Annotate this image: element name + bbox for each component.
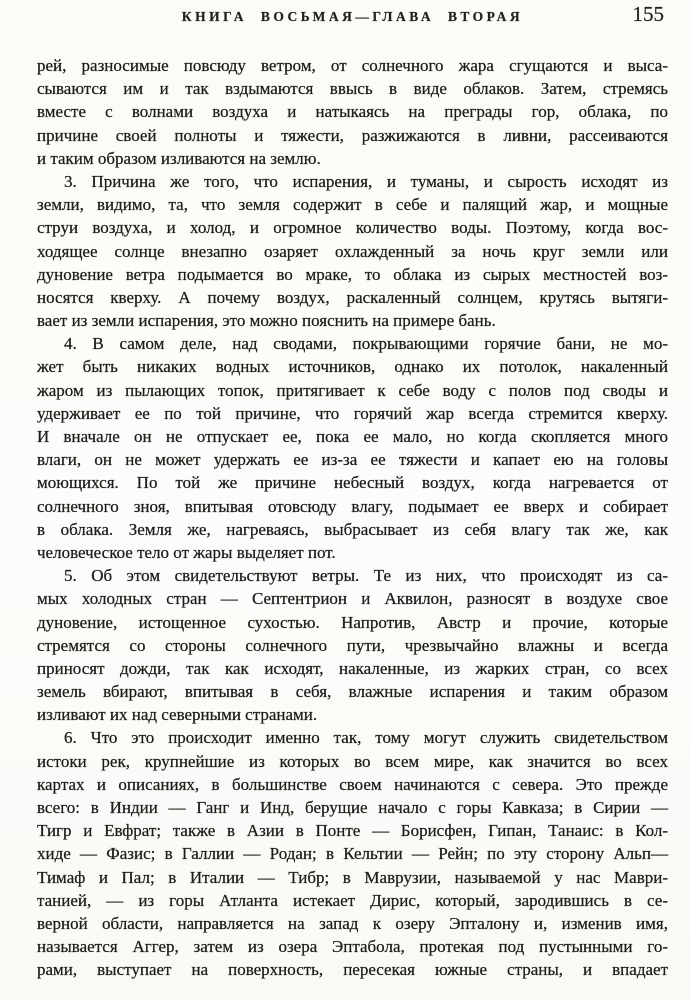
- body-text: [37, 54, 668, 982]
- text-line: истоки рек, крупнейшие из которых во всем мире, как значится во всех: [37, 751, 668, 771]
- text-line: дуновение ветра подымается во мраке, то облака из сырых местностей воз-: [37, 264, 668, 284]
- text-line: влаги, он не может удержать ее из-за ее тяжести и капает ею на головы: [37, 450, 668, 470]
- text-line: изливают их над северными странами.: [37, 705, 318, 725]
- running-title: КНИГА ВОСЬМАЯ—ГЛАВА ВТОРАЯ: [181, 9, 524, 24]
- page-number: 155: [632, 2, 664, 26]
- text-line: человеческое тело от жары выделяет пот.: [37, 542, 336, 562]
- text-line: стремятся со стороны солнечного пути, чрезвычайно влажны и всегда: [37, 635, 668, 655]
- text-line: приносят дожди, так как исходят, накаленные, из жарких стран, со всех: [37, 658, 668, 678]
- text-line: земли, видимо, та, что земля содержит в себе и палящий жар, и мощные: [37, 195, 668, 215]
- text-line: мых холодных стран — Септентрион и Аквилон, разносят в воздухе свое: [37, 589, 668, 609]
- text-line: 3. Причина же того, что испарения, и туманы, и сырость исходят из: [64, 171, 668, 191]
- paragraph: [37, 332, 668, 564]
- text-line: дуновение, истощенное сухостью. Напротив, Австр и прочие, которые: [37, 612, 668, 632]
- text-line: верной области, направляется на запад к озеру Эпталону и, изменив имя,: [37, 913, 668, 933]
- text-line: рами, выступает на поверхность, пересекая южные страны, и впадает: [37, 960, 668, 980]
- paragraph: [37, 170, 668, 332]
- text-line: носятся кверху. А почему воздух, раскаленный солнцем, крутясь вытяги-: [37, 287, 668, 307]
- text-line: ходящее солнце внезапно озаряет охлажденный за ночь круг земли или: [37, 241, 668, 261]
- text-line: жаром из пылающих топок, притягивает к себе воду с полов под своды и: [37, 380, 668, 400]
- paragraph: [37, 726, 668, 981]
- text-line: хиде — Фазис; в Галлии — Родан; в Кельтии — Рейн; по эту сторону Альп—: [37, 844, 668, 864]
- text-line: и таким образом изливаются на землю.: [37, 148, 321, 168]
- text-line: картах и описаниях, в большинстве своем начинаются с севера. Это прежде: [37, 774, 668, 794]
- text-line: танией, — из горы Атланта истекает Дирис, который, зародившись в се-: [37, 890, 668, 910]
- text-line: Тигр и Евфрат; также в Азии в Понте — Борисфен, Гипан, Танаис: в Кол-: [37, 821, 668, 841]
- text-line: Тимаф и Пал; в Италии — Тибр; в Маврузии, называемой у нас Маври-: [37, 867, 668, 887]
- text-line: причине своей полноты и тяжести, разжижаются в ливни, рассеиваются: [37, 125, 668, 145]
- text-line: 5. Об этом свидетельствуют ветры. Те из них, что происходят из са-: [64, 566, 668, 586]
- text-line: вместе с волнами воздуха и натыкаясь на преграды гор, облака, по: [37, 102, 668, 122]
- text-line: струи воздуха, и холод, и огромное количество воды. Поэтому, когда вос-: [37, 218, 668, 238]
- text-line: всего: в Индии — Ганг и Инд, берущие начало с горы Кавказа; в Сирии —: [37, 798, 668, 817]
- text-line: земель вбирают, впитывая в себя, влажные испарения и таким образом: [37, 682, 668, 702]
- text-line: жет быть никаких водных источников, однако их потолок, накаленный: [37, 357, 668, 377]
- text-line: 6. Что это происходит именно так, тому могут служить свидетельством: [64, 728, 668, 748]
- paragraph: [37, 564, 668, 726]
- text-line: вает из земли испарения, это можно пояснить на примере бань.: [37, 311, 496, 331]
- text-line: солнечного зноя, впитывая отовсюду влагу, подымает ее вверх и собирает: [37, 496, 668, 516]
- text-line: сываются им и так вздымаются ввысь в виде облаков. Затем, стремясь: [37, 79, 668, 99]
- text-line: 4. В самом деле, над сводами, покрывающими горячие бани, не мо-: [64, 334, 668, 354]
- text-line: удерживает ее по той причине, что горячий жар всегда стремится кверху.: [37, 403, 668, 423]
- text-line: И вначале он не отпускает ее, пока ее мало, но когда скопляется много: [37, 427, 668, 446]
- text-line: в облака. Земля же, нагреваясь, выбрасывает из себя влагу так же, как: [37, 519, 668, 539]
- text-line: называется Аггер, затем из озера Эптабола, протекая под пустынными го-: [37, 937, 668, 957]
- text-line: моющихся. По той же причине небесный воздух, когда нагревается от: [37, 473, 668, 493]
- text-line: рей, разносимые повсюду ветром, от солнечного жара сгущаются и выса-: [37, 56, 668, 75]
- paragraph: [37, 54, 668, 170]
